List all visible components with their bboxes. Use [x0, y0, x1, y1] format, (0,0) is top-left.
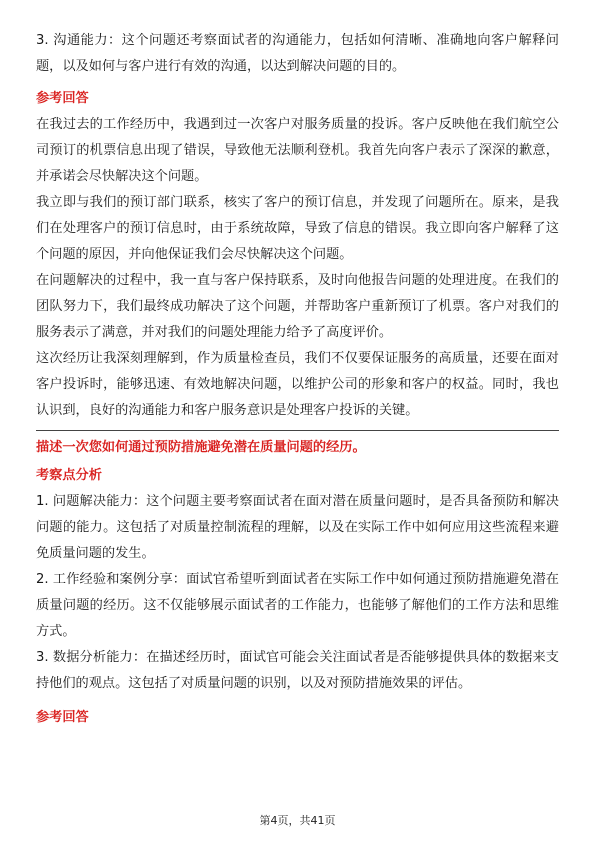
question-title: 描述一次您如何通过预防措施避免潜在质量问题的经历。 [36, 440, 366, 455]
answer-paragraph: 这次经历让我深刻理解到，作为质量检查员，我们不仅要保证服务的高质量，还要在面对客户投诉时，能够迅速、有效地解决问题，以维护公司的形象和客户的权益。同时，我也认识到，良好的沟通能力和客户服务意识是处理客户投诉的关键。 [36, 351, 559, 418]
answer-paragraph: 在我过去的工作经历中，我遇到过一次客户对服务质量的投诉。客户反映他在我们航空公司预订的机票信息出现了错误，导致他无法顺利登机。我首先向客户表示了深深的歉意，并承诺会尽快解决这个问题。 [36, 117, 559, 184]
reference-answer-heading: 参考回答 [36, 91, 89, 106]
reference-answer-heading-2: 参考回答 [36, 710, 89, 725]
analysis-item: 2. 工作经验和案例分享：面试官希望听到面试者在实际工作中如何通过预防措施避免潜在质量问题的经历。这不仅能够展示面试者的工作能力，也能够了解他们的工作方法和思维方式。 [36, 572, 559, 639]
analysis-heading: 考察点分析 [36, 468, 102, 483]
criterion-item-3: 3. 沟通能力：这个问题还考察面试者的沟通能力，包括如何清晰、准确地向客户解释问题，以及如何与客户进行有效的沟通，以达到解决问题的目的。 [36, 33, 559, 74]
section-divider [36, 430, 559, 431]
page-number: 第4页，共41页 [259, 814, 336, 827]
document-page [36, 28, 559, 731]
analysis-item: 3. 数据分析能力：在描述经历时，面试官可能会关注面试者是否能够提供具体的数据来支持他们的观点。这包括了对质量问题的识别，以及对预防措施效果的评估。 [36, 650, 559, 691]
analysis-item: 1. 问题解决能力：这个问题主要考察面试者在面对潜在质量问题时，是否具备预防和解决问题的能力。这包括了对质量控制流程的理解，以及在实际工作中如何应用这些流程来避免质量问题的发生。 [36, 494, 559, 561]
answer-paragraph: 我立即与我们的预订部门联系，核实了客户的预订信息，并发现了问题所在。原来，是我们在处理客户的预订信息时，由于系统故障，导致了信息的错误。我立即向客户解释了这个问题的原因，并向他保证我们会尽快解决这个问题。 [36, 195, 559, 262]
answer-paragraph: 在问题解决的过程中，我一直与客户保持联系，及时向他报告问题的处理进度。在我们的团队努力下，我们最终成功解决了这个问题，并帮助客户重新预订了机票。客户对我们的服务表示了满意，并对我们的问题处理能力给予了高度评价。 [36, 273, 559, 340]
